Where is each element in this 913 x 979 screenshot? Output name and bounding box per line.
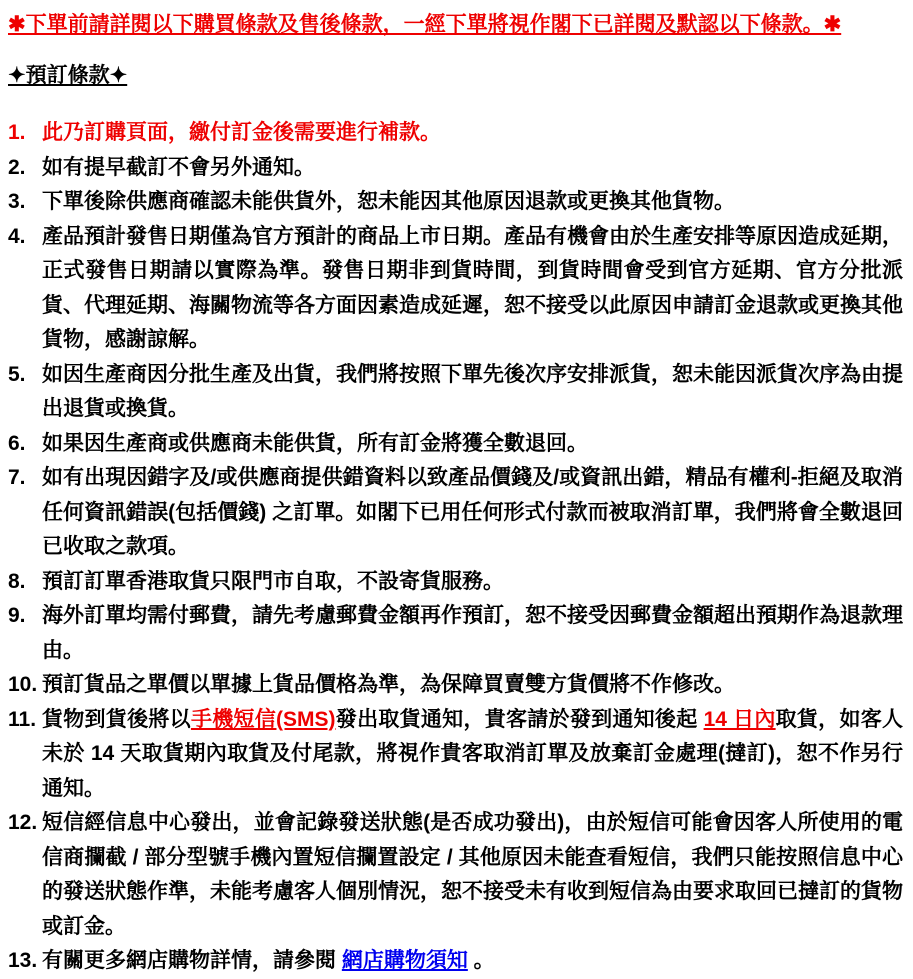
term-text [42,944,903,979]
term-item-1 [8,116,903,151]
term-text: 如有出現因錯字及/或供應商提供錯資料以致產品價錢及/或資訊出錯，精品有權利-拒絕及取消任何資訊錯誤(包括價錢) 之訂單。如閣下已用任何形式付款而被取消訂單，我們將會全數退回已收取之款項。 [42,466,903,558]
term-item-6 [8,427,903,462]
term-item-4 [8,220,903,358]
pre-order-warning: ✱下單前請詳閱以下購買條款及售後條款，一經下單將視作閣下已詳閱及默認以下條款。✱ [8,13,842,36]
term-item-2 [8,151,903,186]
pickup-deadline-highlight: 14 日內 [703,707,776,731]
term-text-segment: 。 [467,949,495,972]
term-number: 10. [8,673,38,696]
term-item-7 [8,461,903,565]
term-item-10 [8,668,903,703]
term-item-11 [8,703,903,807]
terms-list [8,116,903,979]
term-text-segment: 取貨，如客人未於 14 天取貨期內取貨及付尾款，將視作貴客取消訂單及放棄訂金處理(撻訂)，恕不作另行通知。 [42,707,904,800]
term-text-segment: 有關更多網店購物詳情，請參閱 [42,949,342,972]
term-text: 產品預計發售日期僅為官方預計的商品上市日期。產品有機會由於生產安排等原因造成延期，正式發售日期請以實際為準。發售日期非到貨時間，到貨時間會受到官方延期、官方分批派貨、代理延期、海關物流等各方面因素造成延遲，恕不接受以此原因申請訂金退款或更換其他貨物，感謝諒解。 [42,224,903,351]
term-item-8 [8,565,903,600]
term-number: 9. [8,604,26,627]
term-number: 12. [8,811,38,834]
term-text: 如有提早截訂不會另外通知。 [42,155,315,179]
term-text-segment: 貨物到貨後將以 [42,707,191,731]
term-text-segment: 發出取貨通知，貴客請於發到通知後起 [335,707,704,731]
term-number: 4. [8,224,26,248]
term-number: 11. [8,707,37,731]
term-number: 6. [8,431,26,455]
term-number: 2. [8,155,26,179]
term-item-12 [8,806,903,944]
term-number: 5. [8,362,26,386]
term-text: 此乃訂購頁面，繳付訂金後需要進行補款。 [42,121,441,144]
term-item-9 [8,599,903,668]
term-text: 預訂訂單香港取貨只限門市自取，不設寄貨服務。 [42,569,504,593]
shop-guide-link[interactable]: 網店購物須知 [341,949,468,972]
terms-document [8,10,903,979]
term-text: 下單後除供應商確認未能供貨外，恕未能因其他原因退款或更換其他貨物。 [42,190,735,213]
term-item-3 [8,185,903,220]
term-number: 7. [8,466,26,489]
term-text: 預訂貨品之單價以單據上貨品價格為準，為保障買賣雙方貨價將不作修改。 [42,673,735,696]
term-number: 8. [8,569,26,593]
term-number: 3. [8,190,26,213]
term-text: 海外訂單均需付郵費，請先考慮郵費金額再作預訂，恕不接受因郵費金額超出預期作為退款理由。 [42,604,903,662]
term-text: 短信經信息中心發出，並會記錄發送狀態(是否成功發出)，由於短信可能會因客人所使用的電信商攔截 / 部分型號手機內置短信攔置設定 / 其他原因未能查看短信，我們只能按照信息中心的發送狀態作準，未能考慮客人個別情況，恕不接受未有收到短信為由要求取回已撻訂的貨物或訂金。 [42,811,903,938]
term-text [42,703,903,807]
term-item-13 [8,944,903,979]
term-text: 如果因生產商或供應商未能供貨，所有訂金將獲全數退回。 [42,431,588,455]
term-number: 13. [8,949,38,972]
term-item-5 [8,358,903,427]
term-text: 如因生產商因分批生產及出貨，我們將按照下單先後次序安排派貨，恕未能因派貨次序為由提出退貨或換貨。 [42,362,903,420]
section-title: ✦預訂條款✦ [8,64,128,87]
term-number: 1. [8,121,26,144]
sms-highlight: 手機短信(SMS) [190,707,336,731]
